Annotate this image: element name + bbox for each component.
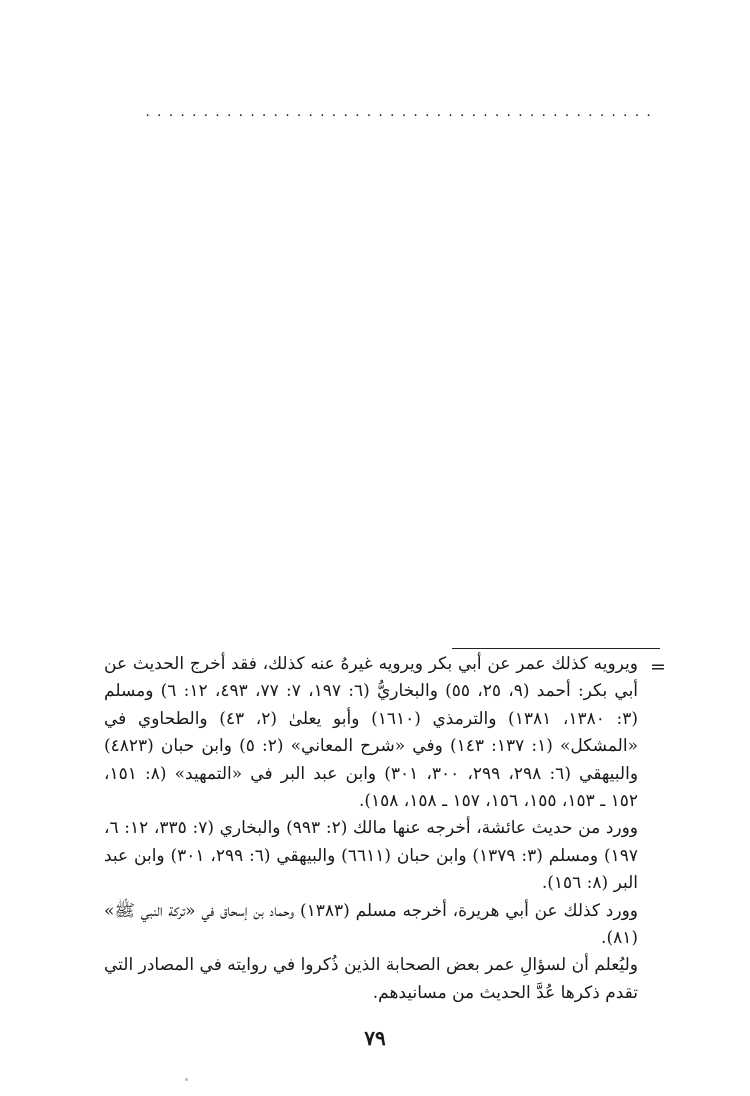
page-number: ٧٩ — [364, 1026, 386, 1050]
footnote-separator — [452, 648, 660, 649]
footnote-paragraph: ويرويه كذلك عمر عن أبي بكر ويرويه غيرهُ عنه كذلك، فقد أخرج الحديث عن أبي بكر: أحمد (٩، ٢٥، ٥٥) والبخاريُّ (٦: ١٩٧، ٧: ٧٧، ٤٩٣، ١٢: ٦) ومسلم (٣: ١٣٨٠، ١٣٨١) والترمذي (١٦١٠) وأبو يعلىٰ (٢، ٤٣) والطحاوي في «المشكل» (١: ١٣٧: ١٤٣) وفي «شرح المعاني» (٢: ٥) وابن حبان (٤٨٢٣) والبيهقي (٦: ٢٩٨، ٢٩٩، ٣٠٠، ٣٠١) وابن عبد البر في «التمهيد» (٨: ١٥١، ١٥٢ ـ ١٥٣، ١٥٥، ١٥٦، ١٥٧ ـ ١٥٨، ١٥٨). — [104, 654, 639, 812]
continuation-marker: = — [650, 656, 666, 678]
footnote-paragraph: وورد من حديث عائشة، أخرجه عنها مالك (٢: ٩٩٣) والبخاري (٧: ٣٣٥، ١٢: ٦، ١٩٧) ومسلم (٣: ١٣٧٩) وابن حبان (٦٦١١) والبيهقي (٦: ٢٩٩، ٣٠١) وابن عبد البر (٨: ١٥٦). — [104, 818, 639, 894]
footnote-paragraph: وورد كذلك عن أبي هريرة، أخرجه مسلم (١٣٨٣) وحماد بن إسحاق في «تركة النبي ﷺ» (٨١). — [104, 900, 638, 949]
footnote-block — [104, 651, 638, 1007]
footnote-paragraph: وليُعلم أن لسؤالِ عمر بعض الصحابة الذين ذُكروا في روايته في المصادر التي تقدم ذكرها عُدَّ الحديث من مسانيدهم. — [104, 955, 638, 1003]
header-dot-leader: ............................................ — [145, 104, 658, 120]
scan-speck — [185, 1078, 188, 1081]
